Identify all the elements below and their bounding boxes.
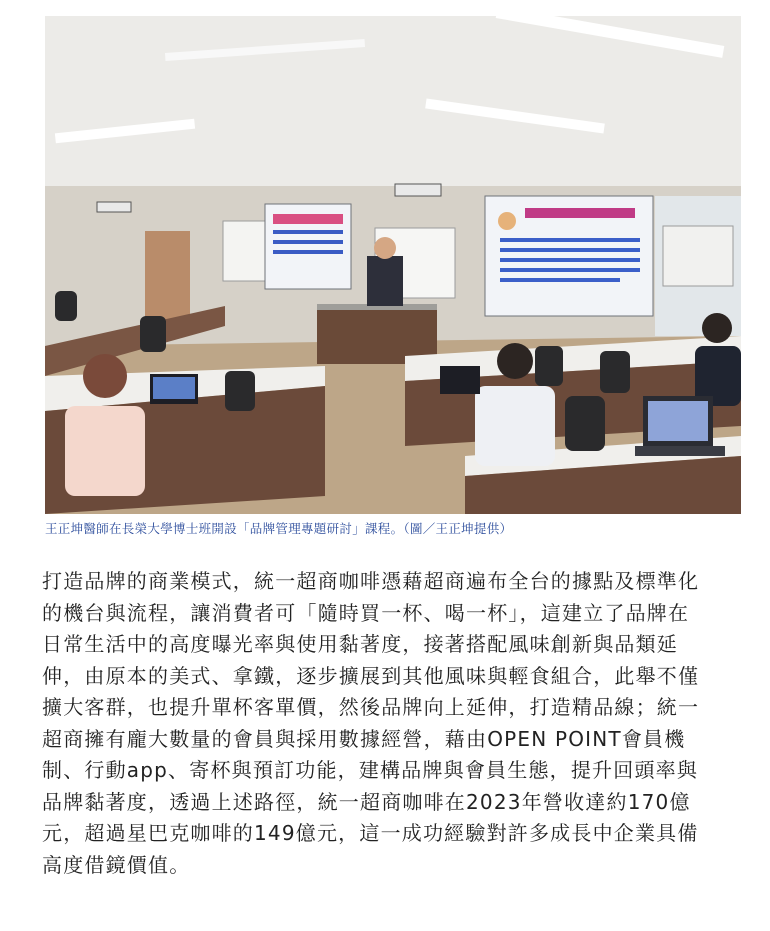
paragraph-line: 元，超過星巴克咖啡的149億元，這一成功經驗對許多成長中企業具備 <box>42 821 699 845</box>
article-paragraph <box>42 566 732 881</box>
paragraph-line: 品牌黏著度，透過上述路徑，統一超商咖啡在2023年營收達約170億 <box>42 789 691 814</box>
paragraph-line: 伸，由原本的美式、拿鐵，逐步擴展到其他風味與輕食組合，此舉不僅 <box>42 663 700 688</box>
paragraph-line: 日常生活中的高度曝光率與使用黏著度，接著搭配風味創新與品類延 <box>42 632 678 656</box>
classroom-illustration <box>45 16 741 514</box>
paragraph-line: 擴大客群，也提升單杯客單價，然後品牌向上延伸，打造精品線；統一 <box>42 695 700 719</box>
photo-caption: 王正坤醫師在長榮大學博士班開設「品牌管理專題研討」課程。（圖／王正坤提供） <box>45 521 513 536</box>
paragraph-line: 的機台與流程，讓消費者可「隨時買一杯、喝一杯」，這建立了品牌在 <box>42 600 690 625</box>
paragraph-line: 高度借鏡價值。 <box>42 852 191 877</box>
paragraph-line: 超商擁有龐大數量的會員與採用數據經營，藉由OPEN POINT會員機 <box>42 726 686 751</box>
paragraph-line: 打造品牌的商業模式，統一超商咖啡憑藉超商遍布全台的據點及標準化 <box>42 569 700 593</box>
paragraph-line: 制、行動app、寄杯與預訂功能，建構品牌與會員生態，提升回頭率與 <box>42 758 699 782</box>
article-body <box>42 566 732 881</box>
classroom-photo <box>45 16 741 514</box>
